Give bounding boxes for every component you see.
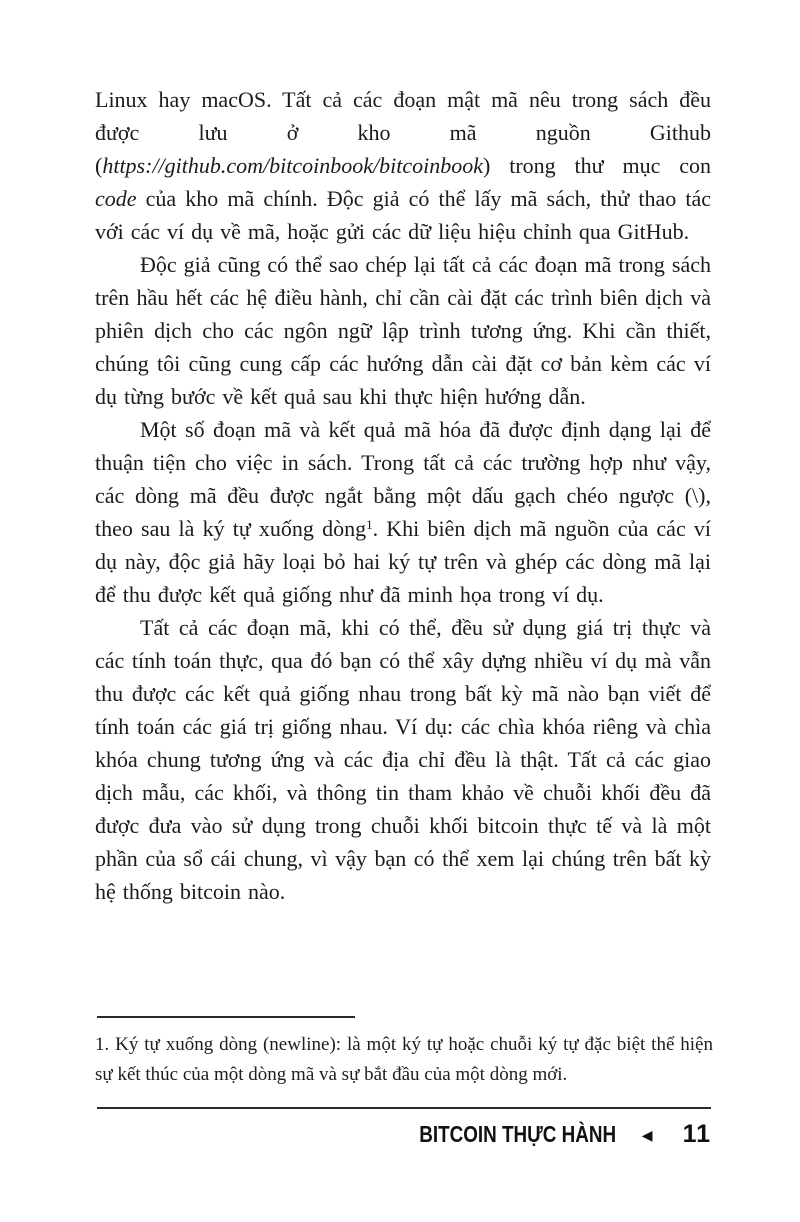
footnote-separator-rule [97, 1016, 355, 1018]
text-segment: Độc giả cũng có thể sao chép lại tất cả các đoạn mã trong sách trên hầu hết các hệ điều hành, chỉ cần cài đặt các trình biên dịch và phiên dịch cho các ngôn ngữ lập trình tương ứng. Khi cần thiết, chúng tôi cũng cung cấp các hướng dẫn cài đặt cơ bản kèm các ví dụ từng bước về kết quả sau khi thực hiện hướng dẫn. [95, 252, 711, 409]
footer-rule [97, 1107, 711, 1109]
page-footer [376, 1120, 711, 1149]
paragraph [95, 413, 711, 611]
paragraph [95, 248, 711, 413]
left-triangle-icon: ◀ [641, 1127, 653, 1144]
text-segment: ) trong thư mục con [483, 153, 711, 178]
page-number: 11 [682, 1120, 711, 1148]
text-segment: Một số đoạn mã và kết quả mã hóa đã được định dạng lại để thuận tiện cho việc in sách. Trong tất cả các trường hợp như vậy, các dòng mã đều được ngắt bằng một dấu gạch chéo ngược (\), theo sau là ký tự xuống dòng [95, 417, 711, 541]
footnote-text: 1. Ký tự xuống dòng (newline): là một ký tự hoặc chuỗi ký tự đặc biệt thể hiện sự kết thúc của một dòng mã và sự bắt đầu của một dòng mới. [95, 1034, 713, 1085]
text-segment: Linux hay macOS. Tất cả các đoạn mật mã nêu trong sách đều được lưu ở kho mã nguồn Github ( [95, 87, 711, 178]
text-segment: của kho mã chính. Độc giả có thể lấy mã sách, thử thao tác với các ví dụ về mã, hoặc gửi các dữ liệu hiệu chỉnh qua GitHub. [95, 186, 711, 244]
text-segment: Tất cả các đoạn mã, khi có thể, đều sử dụng giá trị thực và các tính toán thực, qua đó bạn có thể xây dựng nhiều ví dụ mà vẫn thu được các kết quả giống nhau trong bất kỳ mã nào bạn viết để tính toán các giá trị giống nhau. Ví dụ: các chìa khóa riêng và chìa khóa chung tương ứng và các địa chỉ đều là thật. Tất cả các giao dịch mẫu, các khối, và thông tin tham khảo về chuỗi khối đều đã được đưa vào sử dụng trong chuỗi khối bitcoin thực tế và là một phần của sổ cái chung, vì vậy bạn có thể xem lại chúng trên bất kỳ hệ thống bitcoin nào. [95, 615, 711, 904]
running-book-title: BITCOIN THỰC HÀNH [418, 1121, 616, 1147]
text-segment: code [95, 186, 137, 211]
text-segment: https://github.com/bitcoinbook/bitcoinbook [102, 153, 483, 178]
text-segment: . Khi biên dịch mã nguồn của các ví dụ này, độc giả hãy loại bỏ hai ký tự trên và ghép các dòng mã lại để thu được kết quả giống như đã minh họa trong ví dụ. [95, 516, 711, 607]
paragraph [95, 611, 711, 908]
body-paragraphs [95, 83, 711, 908]
paragraph [95, 83, 711, 248]
footnote-reference: 1 [366, 517, 373, 532]
